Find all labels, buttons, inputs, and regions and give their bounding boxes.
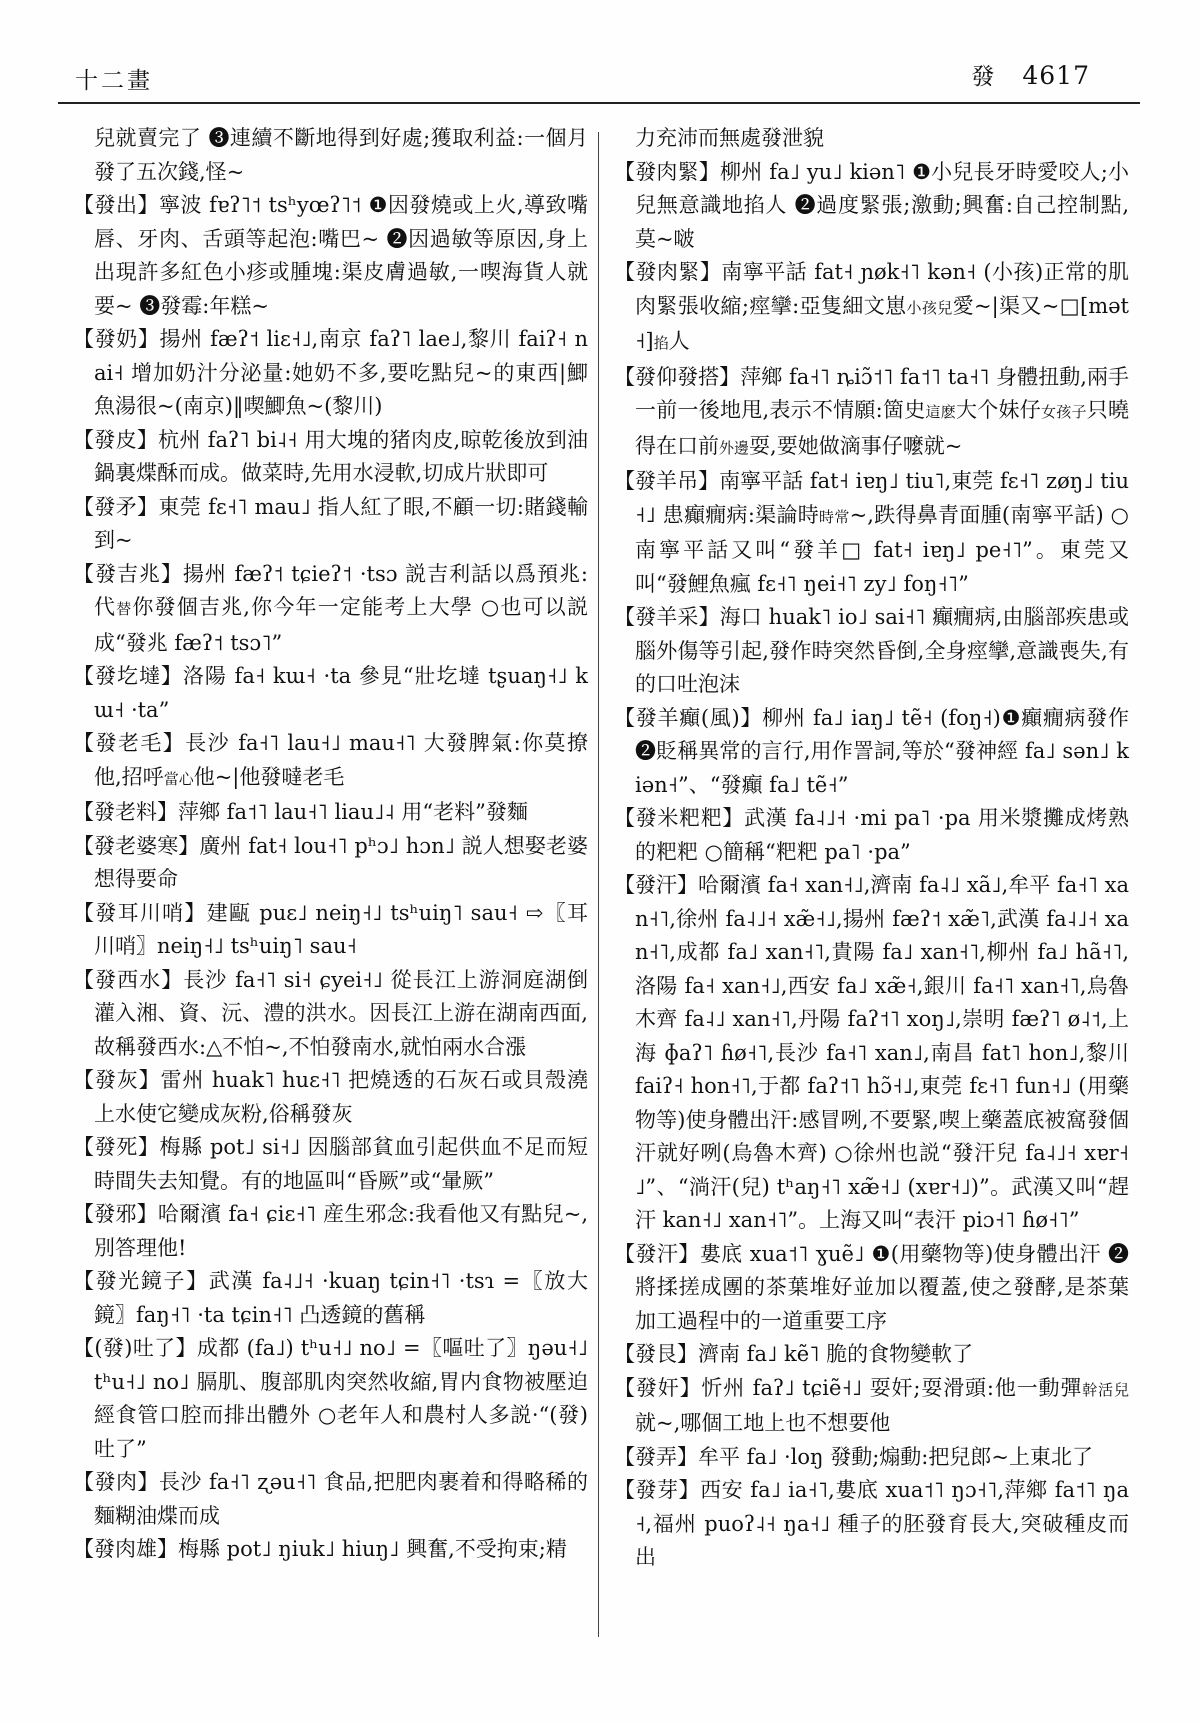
page-number: 4617 [1022,61,1090,90]
dictionary-entry: 【發肉雄】梅縣 pot˩ ŋiuk˩ hiuŋ˩ 興奮,不受拘束;精 [73,1537,567,1561]
dictionary-entry: 【發肉緊】南寧平話 fat˧ ɲøk˧˥ kən˧ (小孩)正常的肌肉緊張收縮;痙攣:亞隻細文崽小孩兒愛~|渠又~□[mət˧]掐人 [614,260,1129,353]
annotation-small-text: 小孩兒 [906,298,953,317]
dictionary-entry: 【發奶】揚州 fæʔ˦ liɛ˧˩,南京 faʔ˥ lae˩,黎川 faiʔ˧ nai˧ 增加奶汁分泌量:她奶不多,要吃點兒~的東西|鯽魚湯很~(南京)‖喫鯽魚~(黎川) [73,327,588,418]
column-divider [598,132,599,1637]
dictionary-entry: 【發吉兆】揚州 fæʔ˦ tɕieʔ˦ ·tsɔ 説吉利話以爲預兆:代替你發個吉兆,你今年一定能考上大學 ○也可以説成“發兆 fæʔ˦ tsɔ˥” [73,561,588,655]
dictionary-entry: 【發邪】哈爾濱 fa˧ ɕiɛ˧˥ 産生邪念:我看他又有點兒~,別答理他! [73,1202,588,1260]
annotation-small-text: 外邊 [719,438,750,457]
dictionary-entry: 【發灰】雷州 huak˥ huɛ˧˥ 把燒透的石灰石或貝殼澆上水使它變成灰粉,俗稱發灰 [73,1068,588,1126]
entry-continuation: 兒就賣完了 ❸連續不斷地得到好處;獲取利益:一個月發了五次錢,怪~ [94,126,588,184]
running-head-entry [971,58,1090,91]
dictionary-entry: 【發肉】長沙 fa˧˥ ʐəu˧˥ 食品,把肥肉裹着和得略稀的麵糊油煠而成 [73,1470,588,1528]
annotation-small-text: 幹活兒 [1082,1380,1129,1399]
dictionary-entry: 【發肉緊】柳州 fa˩ yu˩ kiən˥ ❶小兒長牙時愛咬人;小兒無意識地掐人 ❷過度緊張;激動;興奮:自己控制點,莫~啵 [614,159,1129,251]
dictionary-entry: 【發老料】萍鄉 fa˦˥ lau˧˥ liau˩˨ 用“老料”發麵 [73,800,528,824]
dictionary-entry: 【發羊癲(風)】柳州 fa˩ iaŋ˩ tẽ˧ (foŋ˧)❶癲癇病發作 ❷貶稱異常的言行,用作詈詞,等於“發神經 fa˩ sən˩ kiən˧”、“發癲 fa˩ tẽ˧” [614,705,1129,797]
dictionary-entry: 【發老婆寒】廣州 fat˧ lou˧˥ pʰɔ˩ hɔn˩ 説人想娶老婆想得要命 [73,833,588,891]
dictionary-entry: 【發出】寧波 fɐʔ˥˦ tsʰyœʔ˥˦ ❶因發燒或上火,導致嘴唇、牙肉、舌頭等起泡:嘴巴~ ❷因過敏等原因,身上出現許多紅色小疹或腫塊:渠皮膚過敏,一喫海貨人就要~ ❸發霉:年糕~ [73,193,588,318]
dictionary-entry: 【發汗】婁底 xua˦˥ ɣuẽ˩ ❶(用藥物等)使身體出汗 ❷將揉搓成團的茶葉堆好並加以覆蓋,使之發酵,是茶葉加工過程中的一道重要工序 [614,1241,1129,1333]
dictionary-entry: 【發芽】西安 fa˩ ia˧˥,婁底 xua˦˥ ŋɔ˧˥,萍鄉 fa˦˥ ŋa˧,福州 puoʔ˨˧ ŋa˧˩ 種子的胚發育長大,突破種皮而出 [614,1478,1129,1569]
annotation-small-text: 時常 [819,507,850,526]
annotation-small-text: 當心 [163,769,194,788]
dictionary-entry: 【發羊吊】南寧平話 fat˧ iɐŋ˩ tiu˥,東莞 fɛ˧˥ zøŋ˩ tiu˧˩ 患癲癇病:渠論時時常~,跌得鼻青面腫(南寧平話) ○南寧平話又叫“發羊□ fat˧ iɐŋ˩ pe˧˥”。東莞又叫“發鯉魚瘋 fɛ˧˥ ŋei˧˥ zy˩ foŋ˧˥” [614,469,1129,596]
entry-continuation: 力充沛而無處發泄貌 [635,126,824,150]
dictionary-entry: 【發西水】長沙 fa˧˥ si˧ ɕyei˧˩ 從長江上游洞庭湖倒灌入湘、資、沅、澧的洪水。因長江上游在湖南西面,故稱發西水:△不怕~,不怕發南水,就怕兩水合漲 [73,967,588,1059]
annotation-small-text: 替 [116,600,133,618]
dictionary-entry: 【發死】梅縣 pot˩ si˧˩ 因腦部貧血引起供血不足而短時間失去知覺。有的地區叫“昏厥”或“暈厥” [73,1135,588,1193]
running-head-character: 發 [971,64,995,90]
dictionary-entry: 【發耳川哨】建甌 puɛ˩ neiŋ˧˩ tsʰuiŋ˥ sau˧ ⇨〖耳川哨〗neiŋ˧˩ tsʰuiŋ˥ sau˧ [73,900,588,958]
dictionary-entry: 【發皮】杭州 faʔ˥ bi˨˧ 用大塊的猪肉皮,晾乾後放到油鍋裏煠酥而成。做菜時,先用水浸軟,切成片狀即可 [73,427,588,485]
dictionary-entry: 【發艮】濟南 fa˩ kẽ˥ 脆的食物變軟了 [614,1342,974,1366]
dictionary-entry: 【發仰發搭】萍鄉 fa˧˥ ȵiɔ̃˦˥ fa˦˥ ta˧˥ 身體扭動,兩手一前一後地甩,表示不情願:箇史這麽大个妹仔女孩子只曉得在口前外邊耍,要她做滴事仔嚒就~ [614,364,1129,458]
annotation-small-text: 女孩子 [1040,403,1087,421]
annotation-small-text: 這麽 [925,403,956,421]
dictionary-entry: 【發汗】哈爾濱 fa˧ xan˧˩,濟南 fa˨˩ xã˩,牟平 fa˧˥ xan˧˥,徐州 fa˨˩˧ xæ̃˧˩,揚州 fæʔ˦ xæ̃˥,武漢 fa˨˩˧ xan˧˥,成都 fa˩ xan˧˥,貴陽 fa˩ xan˧˥,柳州 fa˩ hã˧˥,洛陽 fa˧ xan˧˩,西安 fa˩ xæ̃˧,銀川 fa˧˥ xan˧˥,烏魯木齊 fa˨˩ xan˧˥,丹陽 faʔ˦˥ xoŋ˩,崇明 fæʔ˥ ø˨˦,上海 ɸaʔ˥ ɦø˧˥,長沙 fa˧˥ xan˩,南昌 fat˥ hon˩,黎川 faiʔ˧ hon˧˥,于都 faʔ˦˥ hɔ̃˧˩,東莞 fɛ˧˥ fun˧˩ (用藥物等)使身體出汗:感冒咧,不要緊,喫上藥蓋底被窩發個汗就好咧(烏魯木齊) ○徐州也説“發汗兒 fa˨˩˧ xɐr˧˩”、“淌汗(兒) tʰaŋ˧˥ xæ̃˧˩ (xɐr˧˩)”。武漢又叫“趕汗 kan˧˩ xan˧˥”。上海又叫“表汗 piɔ˧˥ ɦø˧˥” [614,873,1129,1232]
right-text-column [614,122,1129,1575]
dictionary-entry: 【發弄】牟平 fa˩ ·loŋ 發動;煽動:把兒郎~上東北了 [614,1444,1093,1469]
header-rule [58,102,1140,104]
dictionary-entry: 【發矛】東莞 fɛ˧˥ mau˩ 指人紅了眼,不顧一切:賭錢輸到~ [73,494,588,552]
dictionary-entry: 【(發)吐了】成都 (fa˩) tʰu˧˩ no˩ =〖嘔吐了〗ŋəu˧˩ tʰu˧˩ no˩ 膈肌、腹部肌肉突然收縮,胃内食物被壓迫經食管口腔而排出體外 ○老年人和農村人多説·“(發)吐了” [73,1336,588,1461]
dictionary-entry: 【發圪墶】洛陽 fa˧ kɯ˧ ·ta 參見“壯圪墶 tʂuaŋ˧˩ kɯ˧ ·ta” [73,664,588,722]
dictionary-entry: 【發羊采】海口 huak˥ io˩ sai˧˥ 癲癇病,由腦部疾患或腦外傷等引起,發作時突然昏倒,全身痙攣,意識喪失,有的口吐泡沫 [614,605,1129,696]
left-text-column [73,122,588,1567]
annotation-small-text: 掐 [653,334,669,352]
running-head-stroke-section: 十二畫 [75,68,153,94]
dictionary-entry: 【發老毛】長沙 fa˧˥ lau˧˩ mau˧˥ 大發脾氣:你莫撩他,招呼當心他~|他發噠老毛 [73,731,588,789]
dictionary-entry: 【發米粑粑】武漢 fa˨˩˧ ·mi pa˥ ·pa 用米漿攤成烤熟的粑粑 ○簡稱“粑粑 pa˥ ·pa” [614,806,1129,864]
dictionary-entry: 【發光鏡子】武漢 fa˨˩˧ ·kuaŋ tɕin˧˥ ·tsɿ =〖放大鏡〗faŋ˧˥ ·ta tɕin˧˥ 凸透鏡的舊稱 [73,1269,588,1327]
dictionary-entry: 【發奸】忻州 faʔ˩ tɕiẽ˧˩ 耍奸;耍滑頭:他一動彈幹活兒就~,哪個工地上也不想要他 [614,1375,1129,1435]
